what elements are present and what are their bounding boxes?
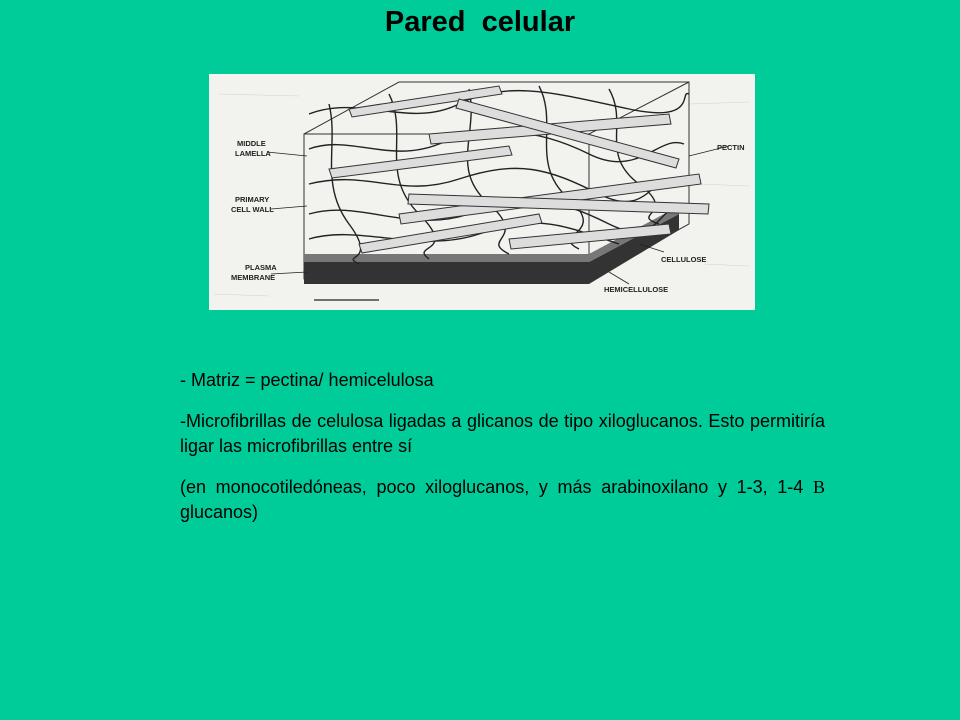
label-cellulose: CELLULOSE: [661, 255, 707, 264]
bullet-matrix: - Matriz = pectina/ hemicelulosa: [180, 370, 434, 390]
paragraph-monocots: [180, 475, 825, 525]
slide-body: [180, 368, 825, 541]
cell-wall-diagram: [209, 74, 755, 310]
label-primary-1: PRIMARY: [235, 195, 270, 204]
paragraph-monocots-b: glucanos): [180, 502, 259, 522]
label-hemicellulose: HEMICELLULOSE: [604, 285, 669, 294]
label-middle-lamella-1: MIDDLE: [237, 139, 266, 148]
paragraph-monocots-a: (en monocotiledóneas, poco xiloglucanos, y más arabinoxilano y 1-3, 1-4: [180, 477, 813, 497]
label-primary-2: CELL WALL: [231, 205, 274, 214]
label-pectin: PECTIN: [717, 143, 745, 152]
beta-symbol: B: [812, 477, 825, 497]
label-plasma-1: PLASMA: [245, 263, 277, 272]
slide-title: Pared celular: [384, 6, 576, 38]
label-plasma-2: MEMBRANE: [231, 273, 276, 282]
label-middle-lamella-2: LAMELLA: [235, 149, 271, 158]
cell-wall-illustration: [209, 74, 755, 310]
paragraph-microfibrils: -Microfibrillas de celulosa ligadas a glicanos de tipo xiloglucanos. Esto permitiría ligar las microfibrillas entre sí: [180, 411, 825, 456]
